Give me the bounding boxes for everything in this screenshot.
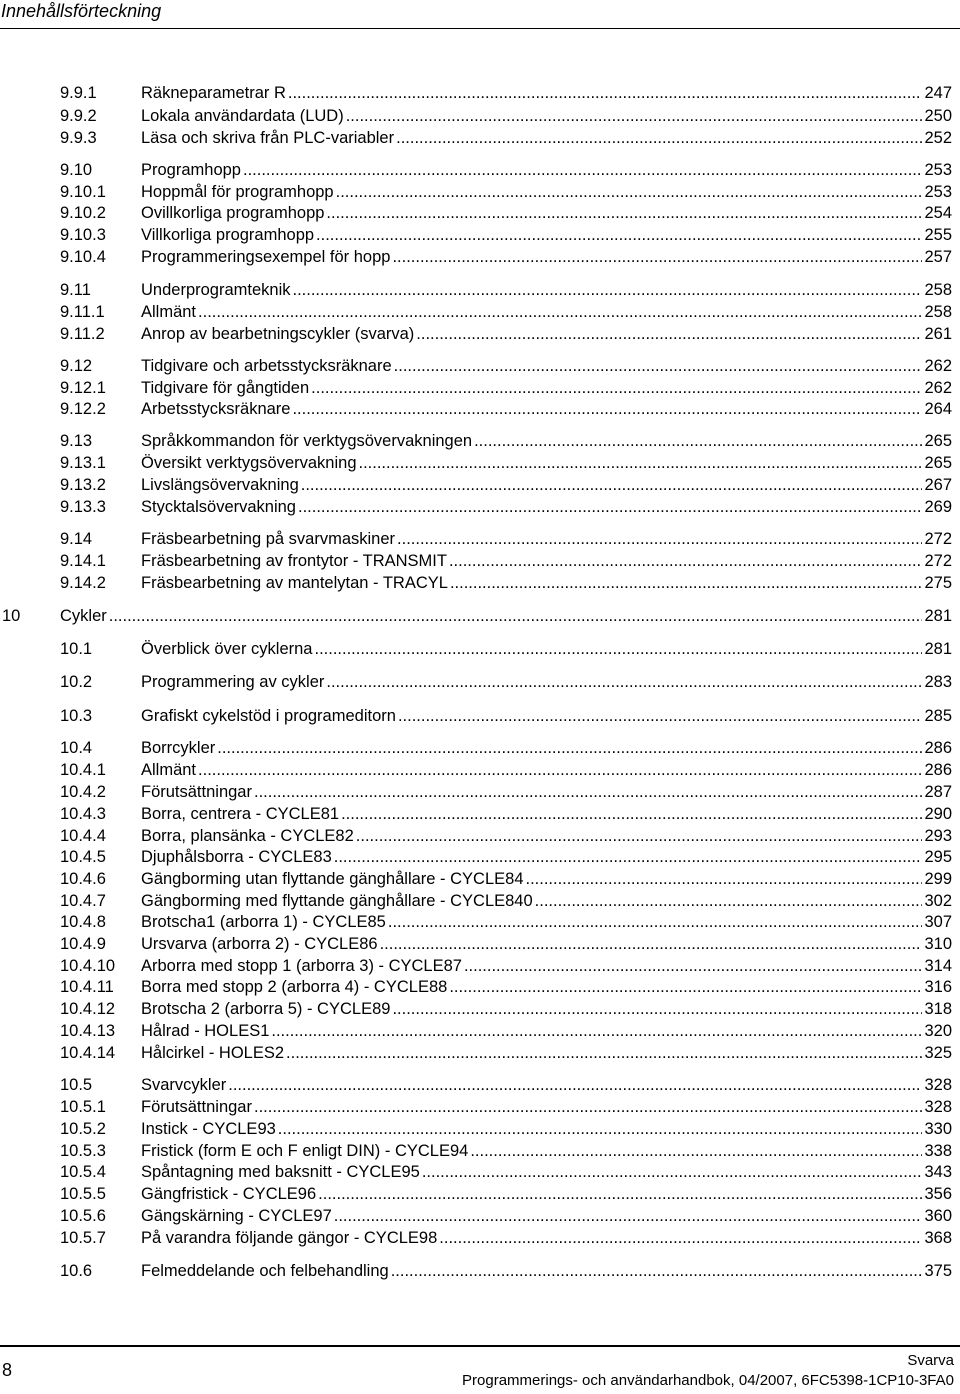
dot-leader	[311, 377, 922, 399]
toc-entry[interactable]	[0, 430, 960, 452]
toc-entry-page: 325	[924, 1044, 952, 1062]
toc-entry-number: 10.5.7	[60, 1229, 106, 1247]
toc-entry[interactable]	[0, 1260, 960, 1282]
toc-entry[interactable]	[0, 1161, 960, 1183]
toc-entry-title: Allmänt	[141, 761, 197, 779]
toc-entry-page: 283	[924, 673, 952, 691]
toc-entry-title: Anrop av bearbetningscykler (svarva)	[141, 325, 415, 343]
toc-entry-title: Hålcirkel - HOLES2	[141, 1044, 285, 1062]
toc-entry-page: 272	[924, 530, 952, 548]
toc-entry[interactable]	[0, 1227, 960, 1249]
toc-entry[interactable]	[0, 803, 960, 825]
toc-entry-number: 10.4.10	[60, 957, 116, 975]
toc-entry[interactable]	[0, 246, 960, 268]
toc-entry-number: 9.11.2	[60, 325, 105, 343]
toc-entry-number: 9.9.2	[60, 107, 97, 125]
dot-leader	[392, 998, 922, 1020]
toc-entry-title: Hoppmål för programhopp	[141, 183, 334, 201]
toc-entry-page: 338	[924, 1142, 952, 1160]
toc-entry[interactable]	[0, 224, 960, 246]
toc-entry[interactable]	[0, 528, 960, 550]
toc-entry-title: Fristick (form E och F enligt DIN) - CYCLE94	[141, 1142, 469, 1160]
toc-entry-title: Programmeringsexempel för hopp	[141, 248, 391, 266]
toc-entry-title: Grafiskt cykelstöd i programeditorn	[141, 707, 396, 725]
toc-entry[interactable]	[0, 181, 960, 203]
toc-entry-page: 286	[924, 739, 952, 757]
toc-entry[interactable]	[0, 955, 960, 977]
toc-entry-title: Villkorliga programhopp	[141, 226, 315, 244]
dot-leader	[422, 1161, 923, 1183]
footer-divider-secondary	[0, 1346, 960, 1347]
toc-entry-page: 269	[924, 498, 952, 516]
toc-entry-number: 9.12.1	[60, 379, 106, 397]
toc-entry-title: På varandra följande gängor - CYCLE98	[141, 1229, 438, 1247]
toc-entry-title: Svarvcykler	[141, 1076, 227, 1094]
toc-entry-page: 375	[924, 1262, 952, 1280]
toc-entry[interactable]	[0, 572, 960, 594]
dot-leader	[292, 279, 922, 301]
toc-entry-page: 285	[924, 707, 952, 725]
toc-entry-title: Allmänt	[141, 303, 197, 321]
toc-entry-page: 250	[924, 107, 952, 125]
toc-entry-title: Gängskärning - CYCLE97	[141, 1207, 332, 1225]
toc-entry-number: 9.11	[60, 281, 91, 299]
toc-entry-number: 10.5.4	[60, 1163, 106, 1181]
dot-leader	[326, 202, 922, 224]
toc-entry[interactable]	[0, 202, 960, 224]
toc-entry-number: 9.13	[60, 432, 93, 450]
toc-entry-title: Instick - CYCLE93	[141, 1120, 276, 1138]
toc-entry[interactable]	[0, 890, 960, 912]
toc-entry-title: Hålrad - HOLES1	[141, 1022, 270, 1040]
dot-leader	[109, 605, 923, 627]
toc-entry-title: Överblick över cyklerna	[141, 640, 313, 658]
toc-entry-number: 9.14	[60, 530, 93, 548]
dot-leader	[535, 890, 923, 912]
footer-document-info: Programmerings- och användarhandbok, 04/2007, 6FC5398-1CP10-3FA0	[462, 1372, 954, 1389]
toc-entry-number: 9.12.2	[60, 400, 106, 418]
toc-entry[interactable]	[0, 911, 960, 933]
dot-leader	[228, 1074, 922, 1096]
toc-entry-page: 287	[924, 783, 952, 801]
toc-entry[interactable]	[0, 1140, 960, 1162]
toc-entry-page: 290	[924, 805, 952, 823]
toc-entry-page: 254	[924, 204, 952, 222]
toc-entry-page: 265	[924, 454, 952, 472]
toc-entry[interactable]	[0, 998, 960, 1020]
dot-leader	[470, 1140, 922, 1162]
toc-entry-page: 257	[924, 248, 952, 266]
toc-entry[interactable]	[0, 868, 960, 890]
toc-entry-page: 356	[924, 1185, 952, 1203]
toc-entry-title: Förutsättningar	[141, 1098, 252, 1116]
toc-entry-number: 9.9.3	[60, 129, 97, 147]
dot-leader	[336, 181, 923, 203]
toc-entry-page: 247	[924, 84, 952, 102]
toc-entry-title: Räkneparametrar R	[141, 84, 286, 102]
dot-leader	[346, 105, 923, 127]
toc-entry-title: Borra, plansänka - CYCLE82	[141, 827, 354, 845]
dot-leader	[278, 1118, 923, 1140]
toc-entry-number: 10.2	[60, 673, 93, 691]
toc-entry-number: 10.5.5	[60, 1185, 106, 1203]
toc-entry-page: 262	[924, 357, 952, 375]
toc-entry-title: Tidgivare för gångtiden	[141, 379, 310, 397]
dot-leader	[526, 868, 923, 890]
toc-entry[interactable]	[0, 452, 960, 474]
dot-leader	[397, 528, 922, 550]
toc-entry-page: 328	[924, 1076, 952, 1094]
toc-entry-title: Djuphålsborra - CYCLE83	[141, 848, 332, 866]
toc-entry-number: 9.13.1	[60, 454, 106, 472]
page-number: 8	[2, 1360, 13, 1380]
toc-entry-number: 10.4.6	[60, 870, 106, 888]
dot-leader	[356, 825, 923, 847]
toc-entry-title: Programmering av cykler	[141, 673, 325, 691]
dot-leader	[318, 1183, 922, 1205]
toc-entry[interactable]	[0, 671, 960, 693]
toc-entry-title: Förutsättningar	[141, 783, 252, 801]
toc-entry-number: 9.10	[60, 161, 93, 179]
dot-leader	[392, 246, 922, 268]
toc-entry-page: 368	[924, 1229, 952, 1247]
toc-entry-title: Gängborming med flyttande gänghållare - CYCLE840	[141, 892, 533, 910]
toc-entry-number: 10.5.2	[60, 1120, 106, 1138]
toc-entry[interactable]	[0, 825, 960, 847]
dot-leader	[388, 911, 923, 933]
toc-entry-page: 328	[924, 1098, 952, 1116]
toc-entry-number: 10.4.4	[60, 827, 106, 845]
toc-entry-number: 10.5.1	[60, 1098, 106, 1116]
dot-leader	[217, 737, 922, 759]
toc-entry-number: 10.5.6	[60, 1207, 106, 1225]
toc-entry-number: 10.4.5	[60, 848, 106, 866]
dot-leader	[398, 705, 923, 727]
dot-leader	[286, 1042, 922, 1064]
toc-entry-number: 9.13.2	[60, 476, 106, 494]
toc-entry-number: 10.4.1	[60, 761, 106, 779]
toc-entry-number: 9.14.2	[60, 574, 106, 592]
dot-leader	[449, 976, 922, 998]
toc-entry-number: 9.9.1	[60, 84, 97, 102]
toc-entry-number: 9.10.2	[60, 204, 106, 222]
toc-entry-page: 267	[924, 476, 952, 494]
toc-entry[interactable]	[0, 105, 960, 127]
toc-entry[interactable]	[0, 1074, 960, 1096]
toc-entry[interactable]	[0, 1183, 960, 1205]
toc-entry-page: 318	[924, 1000, 952, 1018]
toc-entry-page: 258	[924, 303, 952, 321]
toc-entry-number: 10.4.2	[60, 783, 106, 801]
dot-leader	[292, 398, 922, 420]
toc-entry-number: 10.4.11	[60, 978, 114, 996]
dot-leader	[288, 82, 923, 104]
toc-entry-number: 10.4	[60, 739, 93, 757]
toc-entry-title: Programhopp	[141, 161, 241, 179]
toc-entry-title: Gängborming utan flyttande gänghållare - CYCLE84	[141, 870, 524, 888]
toc-entry-number: 9.10.1	[60, 183, 106, 201]
dot-leader	[391, 1260, 923, 1282]
toc-entry-page: 360	[924, 1207, 952, 1225]
toc-entry-title: Arbetsstycksräknare	[141, 400, 291, 418]
dot-leader	[243, 159, 922, 181]
dot-leader	[198, 759, 922, 781]
toc-entry-page: 330	[924, 1120, 952, 1138]
toc-entry-number: 10.3	[60, 707, 93, 725]
toc-entry-title: Ursvarva (arborra 2) - CYCLE86	[141, 935, 378, 953]
dot-leader	[396, 127, 922, 149]
toc-entry-page: 293	[924, 827, 952, 845]
dot-leader	[298, 496, 922, 518]
toc-entry[interactable]	[0, 976, 960, 998]
dot-leader	[341, 803, 922, 825]
toc-entry-page: 262	[924, 379, 952, 397]
toc-entry-number: 10.4.13	[60, 1022, 116, 1040]
toc-entry-title: Tidgivare och arbetsstycksräknare	[141, 357, 392, 375]
toc-entry-number: 10.5	[60, 1076, 93, 1094]
toc-entry[interactable]	[0, 127, 960, 149]
dot-leader	[334, 1205, 923, 1227]
toc-entry-title: Arborra med stopp 1 (arborra 3) - CYCLE87	[141, 957, 462, 975]
dot-leader	[326, 671, 922, 693]
toc-entry-number: 10.4.14	[60, 1044, 116, 1062]
toc-entry[interactable]	[0, 323, 960, 345]
dot-leader	[271, 1020, 922, 1042]
dot-leader	[301, 474, 923, 496]
section-title: Innehållsförteckning	[1, 1, 162, 21]
toc-entry-number: 10.4.7	[60, 892, 106, 910]
toc-entry[interactable]	[0, 638, 960, 660]
toc-entry[interactable]	[0, 474, 960, 496]
toc-entry[interactable]	[0, 605, 960, 627]
toc-entry-number: 10.6	[60, 1262, 93, 1280]
toc-entry-title: Brotscha1 (arborra 1) - CYCLE85	[141, 913, 386, 931]
dot-leader	[474, 430, 922, 452]
toc-entry-title: Språkkommandon för verktygsövervakningen	[141, 432, 473, 450]
toc-entry[interactable]	[0, 159, 960, 181]
toc-entry-number: 9.10.3	[60, 226, 106, 244]
toc-entry[interactable]	[0, 301, 960, 323]
toc-entry-title: Spåntagning med baksnitt - CYCLE95	[141, 1163, 420, 1181]
toc-entry[interactable]	[0, 1042, 960, 1064]
dot-leader	[380, 933, 923, 955]
toc-entry-page: 275	[924, 574, 952, 592]
dot-leader	[254, 781, 922, 803]
toc-entry[interactable]	[0, 496, 960, 518]
toc-entry[interactable]	[0, 759, 960, 781]
toc-entry-number: 10.4.3	[60, 805, 106, 823]
toc-entry-title: Felmeddelande och felbehandling	[141, 1262, 389, 1280]
toc-entry[interactable]	[0, 781, 960, 803]
toc-entry-page: 314	[924, 957, 952, 975]
dot-leader	[359, 452, 923, 474]
toc-entry-title: Läsa och skriva från PLC-variabler	[141, 129, 395, 147]
toc-entry-number: 10.4.12	[60, 1000, 116, 1018]
toc-entry-number: 9.12	[60, 357, 93, 375]
toc-entry-title: Livslängsövervakning	[141, 476, 299, 494]
toc-entry-number: 10.4.9	[60, 935, 106, 953]
toc-entry[interactable]	[0, 1020, 960, 1042]
toc-entry[interactable]	[0, 1096, 960, 1118]
toc-entry-page: 299	[924, 870, 952, 888]
toc-entry-title: Fräsbearbetning av mantelytan - TRACYL	[141, 574, 448, 592]
toc-entry[interactable]	[0, 737, 960, 759]
footer-brand: Svarva	[907, 1352, 954, 1369]
toc-entry-page: 272	[924, 552, 952, 570]
toc-entry-title: Ovillkorliga programhopp	[141, 204, 325, 222]
toc-entry-title: Cykler	[60, 607, 107, 625]
toc-entry-title: Fräsbearbetning på svarvmaskiner	[141, 530, 396, 548]
toc-entry[interactable]	[0, 550, 960, 572]
toc-entry-number: 10.4.8	[60, 913, 106, 931]
toc-entry[interactable]	[0, 398, 960, 420]
toc-entry[interactable]	[0, 82, 960, 104]
toc-entry-page: 310	[924, 935, 952, 953]
dot-leader	[198, 301, 922, 323]
dot-leader	[416, 323, 922, 345]
toc-entry-number: 9.13.3	[60, 498, 106, 516]
dot-leader	[334, 846, 923, 868]
dot-leader	[464, 955, 923, 977]
dot-leader	[254, 1096, 922, 1118]
toc-entry-title: Brotscha 2 (arborra 5) - CYCLE89	[141, 1000, 391, 1018]
toc-entry-title: Stycktalsövervakning	[141, 498, 296, 516]
toc-entry-number: 10.1	[60, 640, 93, 658]
toc-entry-title: Lokala användardata (LUD)	[141, 107, 344, 125]
toc-entry-page: 255	[924, 226, 952, 244]
toc-entry-page: 295	[924, 848, 952, 866]
toc-entry-number: 10	[2, 607, 21, 625]
toc-entry[interactable]	[0, 933, 960, 955]
toc-entry-number: 9.11.1	[60, 303, 105, 321]
toc-entry[interactable]	[0, 705, 960, 727]
toc-entry-page: 281	[924, 640, 952, 658]
dot-leader	[449, 550, 923, 572]
toc-entry-page: 316	[924, 978, 952, 996]
toc-entry-number: 10.5.3	[60, 1142, 106, 1160]
toc-entry-page: 320	[924, 1022, 952, 1040]
toc-entry-page: 253	[924, 161, 952, 179]
toc-entry-page: 265	[924, 432, 952, 450]
toc-entry-page: 258	[924, 281, 952, 299]
toc-entry-page: 343	[924, 1163, 952, 1181]
dot-leader	[394, 355, 923, 377]
toc-entry-page: 264	[924, 400, 952, 418]
toc-entry-title: Borra med stopp 2 (arborra 4) - CYCLE88	[141, 978, 448, 996]
toc-entry-number: 9.10.4	[60, 248, 106, 266]
toc-entry-page: 253	[924, 183, 952, 201]
dot-leader	[314, 638, 922, 660]
toc-entry-page: 281	[924, 607, 952, 625]
toc-entry[interactable]	[0, 355, 960, 377]
toc-entry-number: 9.14.1	[60, 552, 106, 570]
toc-entry[interactable]	[0, 1205, 960, 1227]
toc-entry-title: Underprogramteknik	[141, 281, 291, 299]
toc-entry-title: Gängfristick - CYCLE96	[141, 1185, 317, 1203]
toc-entry-title: Översikt verktygsövervakning	[141, 454, 357, 472]
toc-entry-page: 252	[924, 129, 952, 147]
dot-leader	[316, 224, 922, 246]
toc-entry-title: Fräsbearbetning av frontytor - TRANSMIT	[141, 552, 447, 570]
toc-entry[interactable]	[0, 377, 960, 399]
toc-entry-page: 261	[924, 325, 952, 343]
dot-leader	[450, 572, 923, 594]
toc-entry-title: Borra, centrera - CYCLE81	[141, 805, 340, 823]
toc-entry[interactable]	[0, 279, 960, 301]
toc-entry[interactable]	[0, 1118, 960, 1140]
toc-entry-page: 302	[924, 892, 952, 910]
toc-entry[interactable]	[0, 846, 960, 868]
toc-entry-page: 286	[924, 761, 952, 779]
dot-leader	[439, 1227, 922, 1249]
toc-entry-title: Borrcykler	[141, 739, 216, 757]
toc-entry-page: 307	[924, 913, 952, 931]
